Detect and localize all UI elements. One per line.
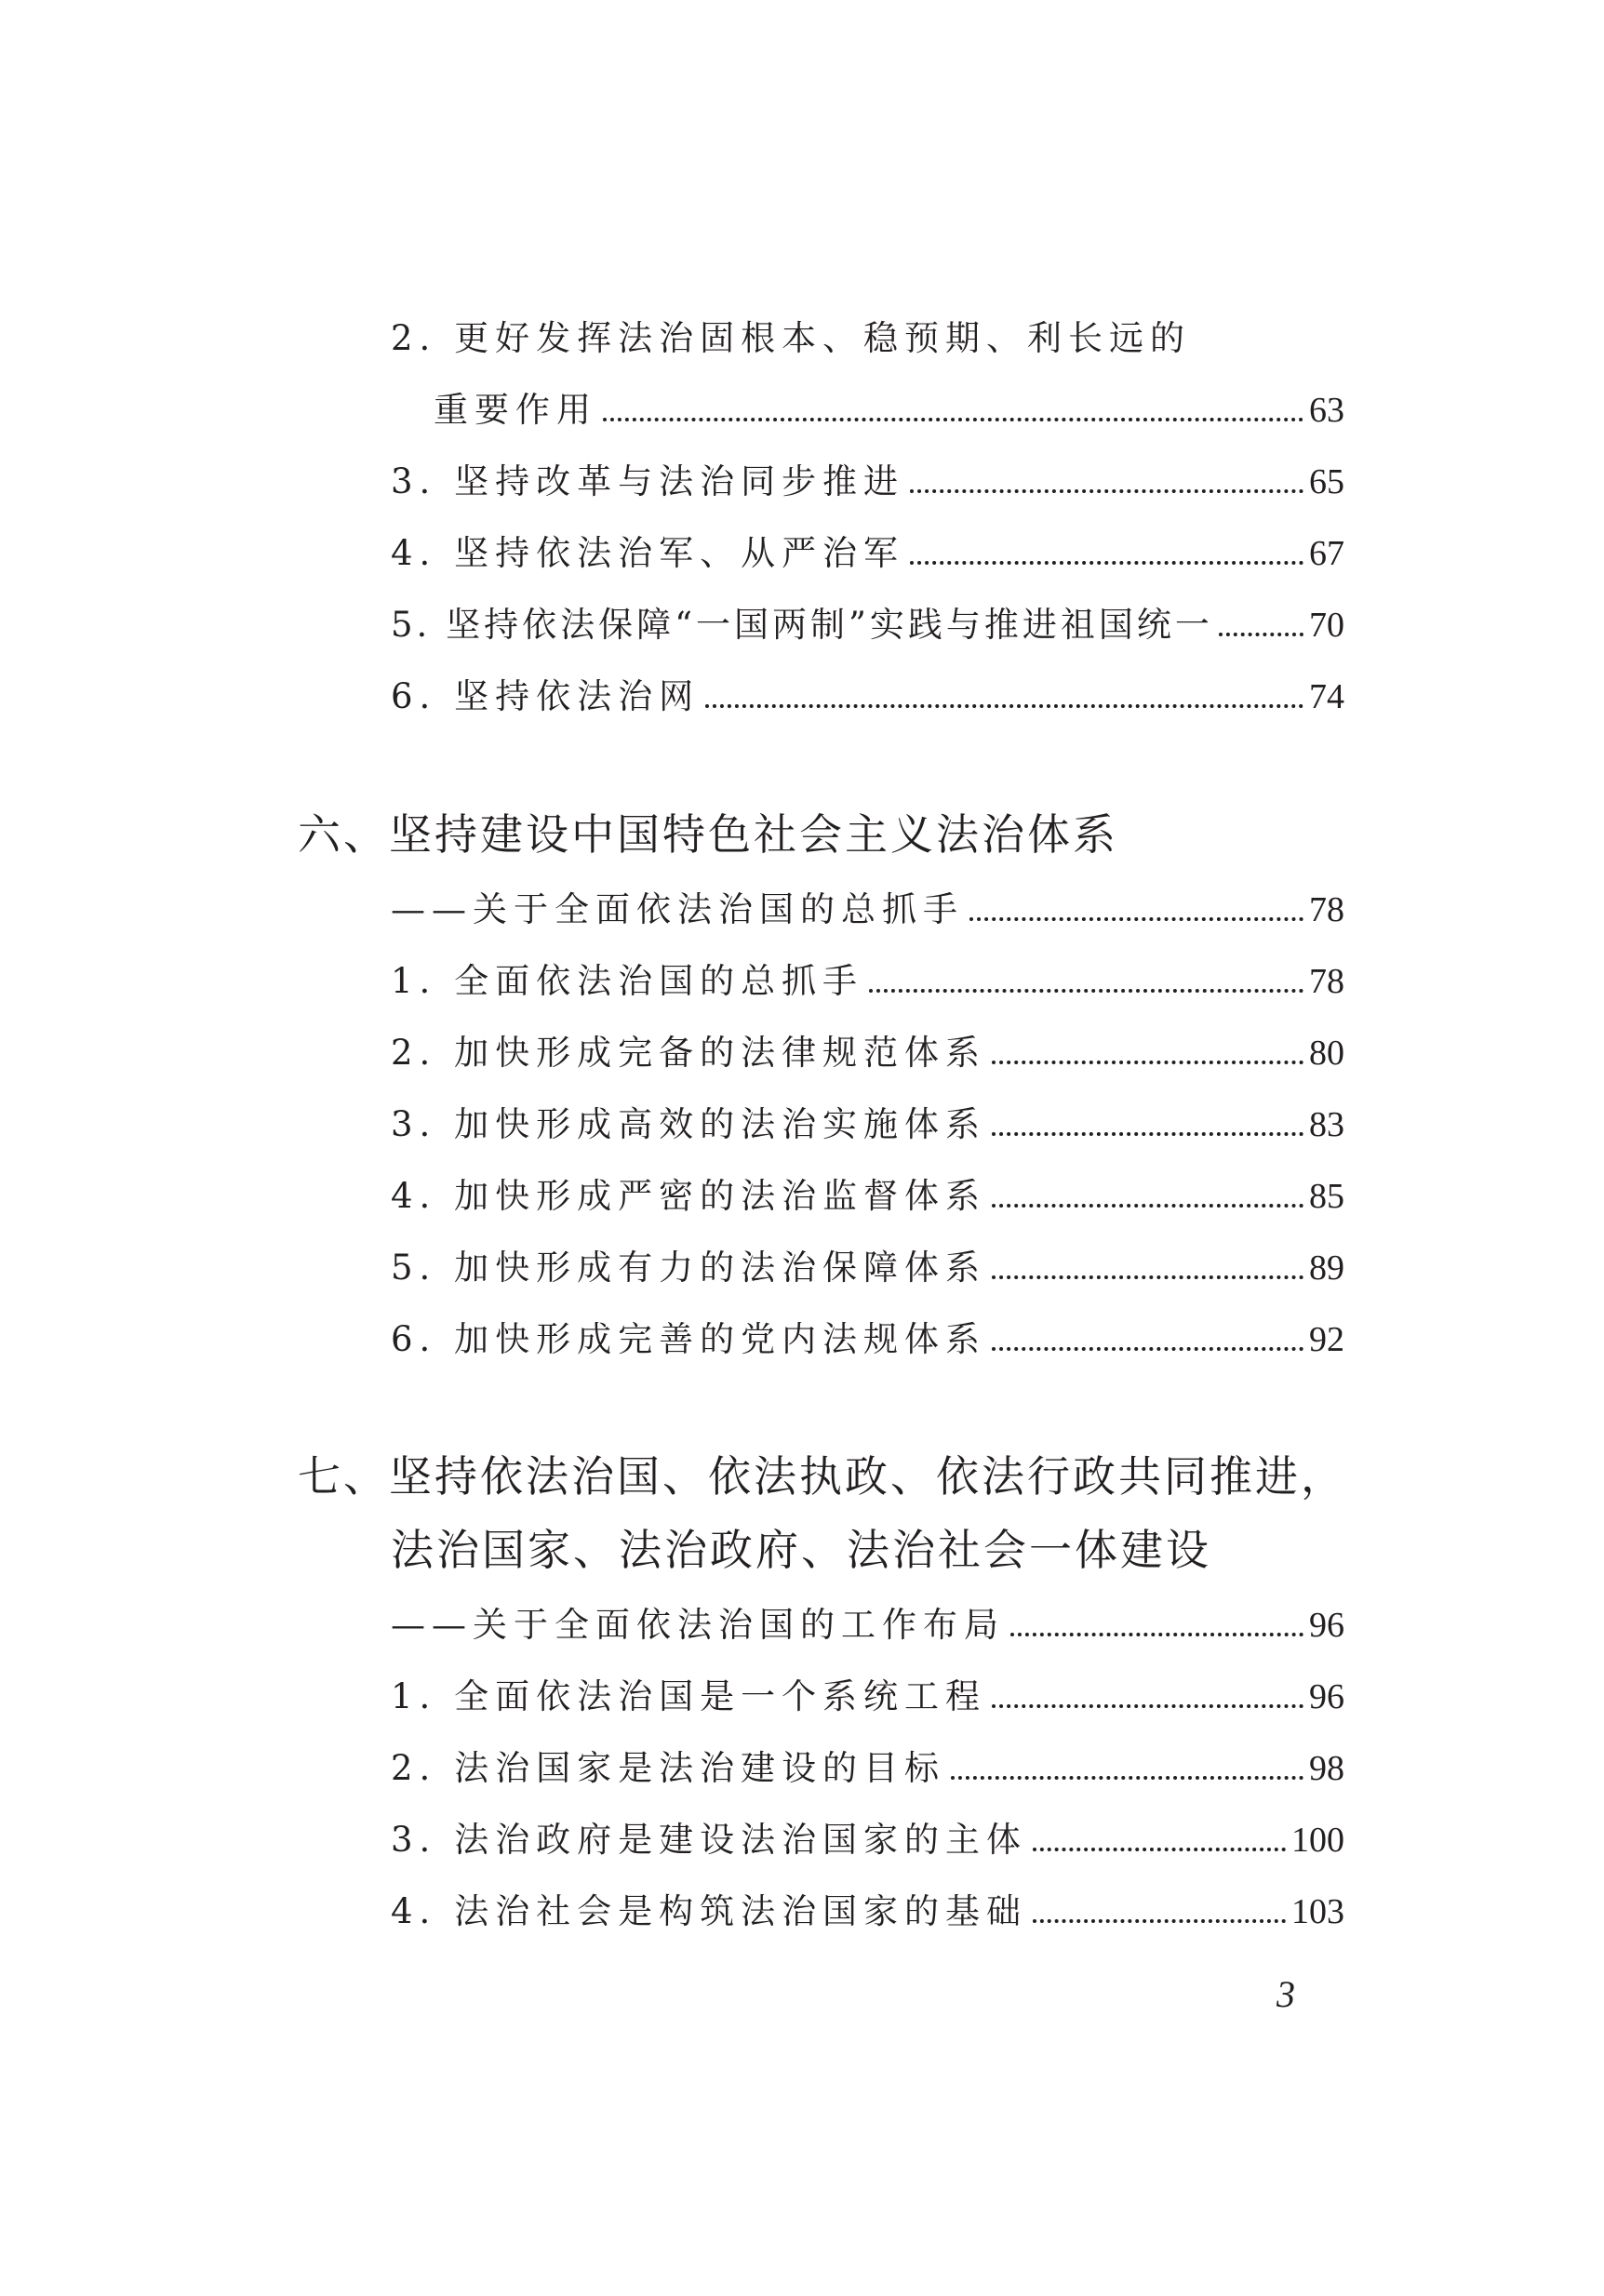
dot-leader <box>705 704 1303 708</box>
chapter-subtitle: ——关于全面依法治国的总抓手 <box>391 889 964 929</box>
toc-entry-label: 5. 加快形成有力的法治保障体系 <box>391 1248 987 1288</box>
toc-entry[interactable] <box>391 1245 1344 1291</box>
toc-entry-label: 4. 加快形成严密的法治监督体系 <box>391 1176 987 1216</box>
toc-entry[interactable] <box>391 1316 1344 1363</box>
toc-entry-label: 2. 加快形成完备的法律规范体系 <box>391 1033 987 1073</box>
toc-entry[interactable] <box>391 602 1344 648</box>
toc-page-number: 92 <box>1309 1320 1344 1359</box>
toc-entry[interactable] <box>391 674 1344 720</box>
dot-leader <box>951 1776 1303 1780</box>
toc-entry-label: 1. 全面依法治国是一个系统工程 <box>391 1676 987 1716</box>
dot-leader <box>992 1347 1303 1351</box>
toc-page-number: 85 <box>1309 1177 1344 1216</box>
toc-page-number: 83 <box>1309 1105 1344 1144</box>
toc-page-number: 67 <box>1309 534 1344 573</box>
chapter-title-line2[interactable]: 法治国家、法治政府、法治社会一体建设 <box>391 1525 1211 1575</box>
toc-entry[interactable] <box>391 459 1344 505</box>
toc-entry[interactable] <box>391 530 1344 577</box>
toc-page-number: 74 <box>1309 677 1344 716</box>
dot-leader <box>1033 1919 1286 1923</box>
toc-page-number: 65 <box>1309 462 1344 501</box>
toc-entry-label-line1: 2. 更好发挥法治固根本、稳预期、利长远的 <box>391 318 1192 358</box>
toc-entry-label: 3. 法治政府是建设法治国家的主体 <box>391 1820 1028 1860</box>
toc-entry[interactable] <box>391 1889 1344 1935</box>
toc-page-number: 98 <box>1309 1749 1344 1788</box>
toc-entry[interactable] <box>391 1101 1344 1148</box>
chapter-title[interactable]: 七、坚持依法治国、依法执政、依法行政共同推进， <box>298 1451 1346 1502</box>
toc-entry[interactable] <box>391 1173 1344 1220</box>
toc-page-number: 78 <box>1309 962 1344 1001</box>
toc-entry[interactable] <box>391 1030 1344 1076</box>
toc-entry[interactable] <box>391 958 1344 1005</box>
toc-page-number: 70 <box>1309 606 1344 645</box>
toc-page-number: 89 <box>1309 1248 1344 1288</box>
page-number-folio: 3 <box>1277 1973 1295 2015</box>
toc-entry[interactable] <box>391 1745 1344 1792</box>
dot-leader <box>910 561 1303 565</box>
dot-leader <box>1010 1633 1303 1636</box>
toc-entry[interactable] <box>391 1674 1344 1720</box>
toc-entry[interactable] <box>434 387 1344 434</box>
dot-leader <box>603 418 1303 421</box>
toc-entry-label: 4. 坚持依法治军、从严治军 <box>391 533 905 573</box>
toc-entry-label: 1. 全面依法治国的总抓手 <box>391 961 864 1001</box>
toc-entry[interactable] <box>391 1817 1344 1863</box>
toc-entry-label: 4. 法治社会是构筑法治国家的基础 <box>391 1891 1028 1931</box>
toc-entry-label: 3. 坚持改革与法治同步推进 <box>391 461 905 501</box>
dot-leader <box>992 1275 1303 1279</box>
dot-leader <box>969 917 1303 921</box>
toc-page-number: 63 <box>1309 391 1344 430</box>
dot-leader <box>992 1704 1303 1708</box>
toc-entry-label: 6. 坚持依法治网 <box>391 676 701 716</box>
chapter-subtitle-entry[interactable] <box>391 887 1344 933</box>
toc-entry-label: 5. 坚持依法保障“一国两制”实践与推进祖国统一 <box>391 605 1213 645</box>
toc-entry-label: 重要作用 <box>434 390 597 430</box>
toc-entry-label: 3. 加快形成高效的法治实施体系 <box>391 1104 987 1144</box>
dot-leader <box>992 1061 1303 1064</box>
dot-leader <box>1033 1848 1286 1851</box>
toc-page-number: 100 <box>1291 1821 1344 1860</box>
toc-page-number: 78 <box>1309 890 1344 929</box>
dot-leader <box>1219 633 1303 636</box>
toc-entry-label: 2. 法治国家是法治建设的目标 <box>391 1748 946 1788</box>
toc-entry-label: 6. 加快形成完善的党内法规体系 <box>391 1319 987 1359</box>
chapter-subtitle: ——关于全面依法治国的工作布局 <box>391 1605 1005 1645</box>
toc-page-number: 103 <box>1291 1892 1344 1931</box>
dot-leader <box>992 1132 1303 1136</box>
dot-leader <box>992 1204 1303 1208</box>
chapter-subtitle-entry[interactable] <box>391 1602 1344 1649</box>
chapter-title[interactable]: 六、坚持建设中国特色社会主义法治体系 <box>298 809 1118 860</box>
toc-page-number: 80 <box>1309 1034 1344 1073</box>
toc-page-number: 96 <box>1309 1606 1344 1645</box>
dot-leader <box>869 989 1303 993</box>
toc-page-number: 96 <box>1309 1677 1344 1716</box>
dot-leader <box>910 489 1303 493</box>
